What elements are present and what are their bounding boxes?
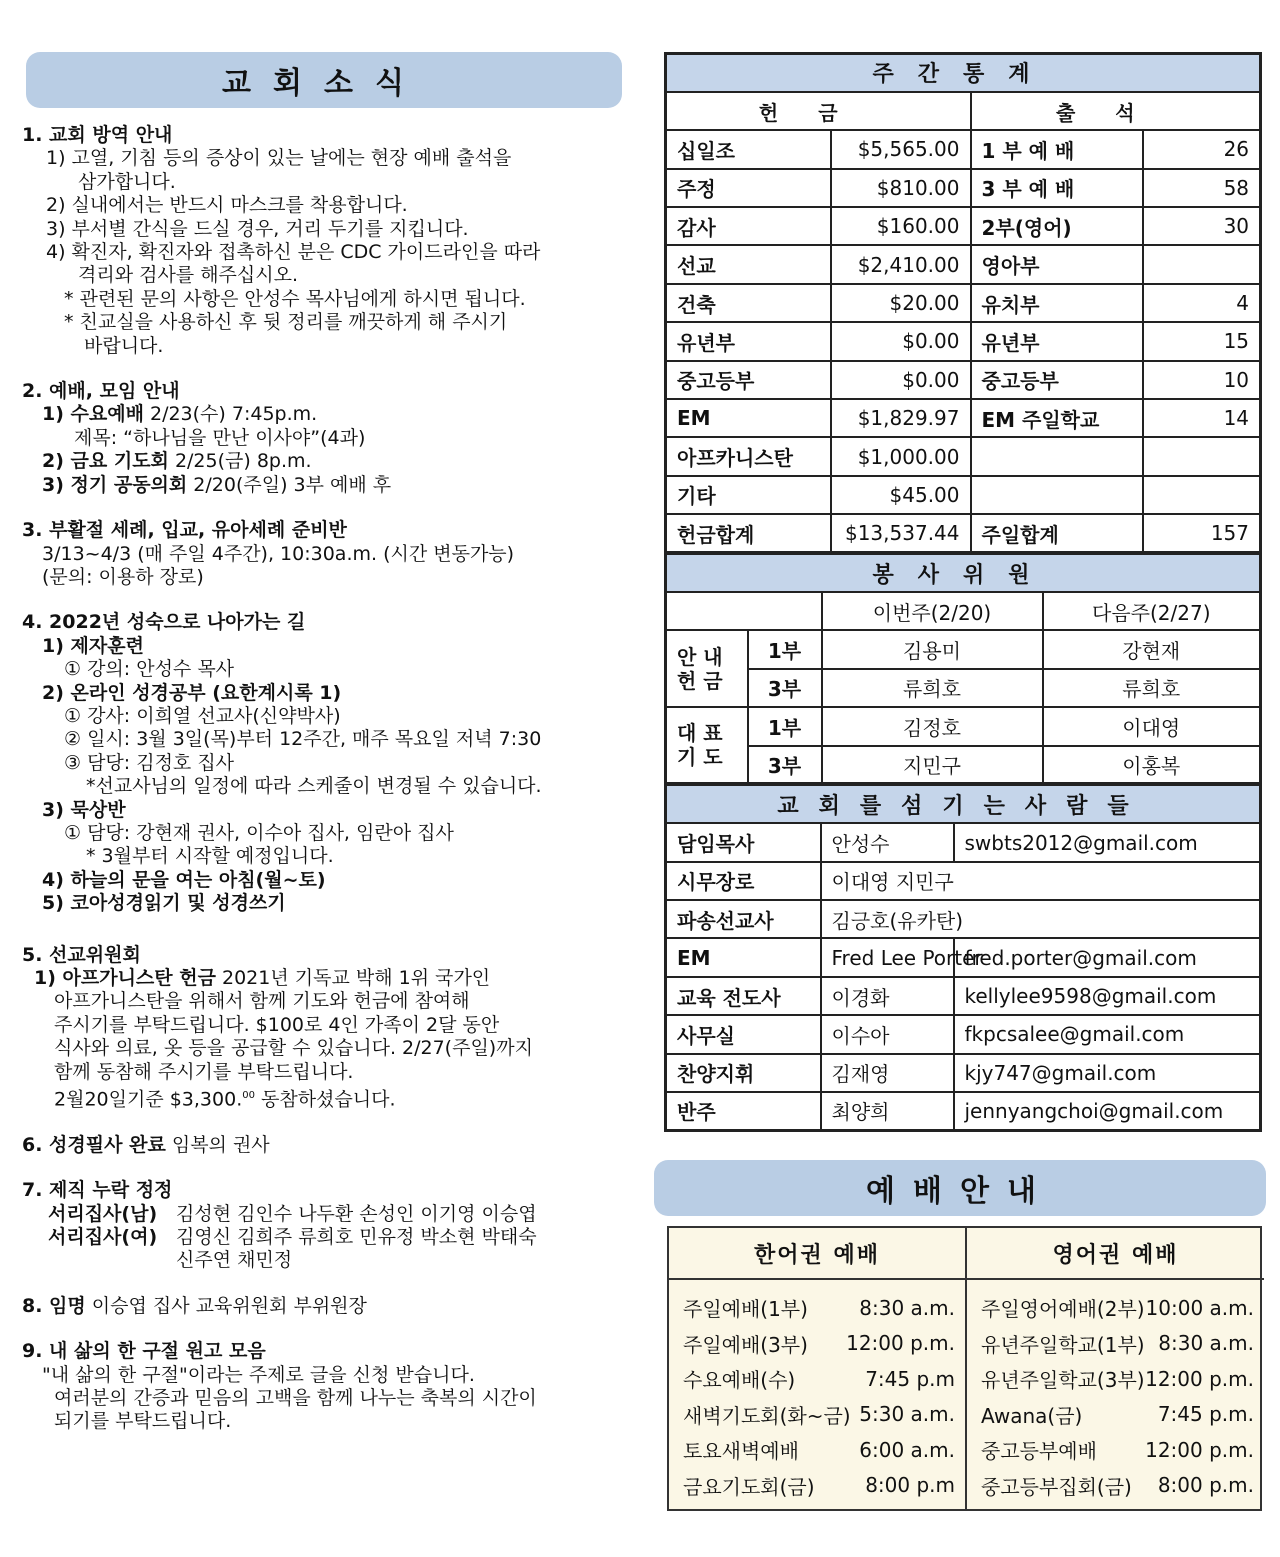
item-text: 2/20(주일) 3부 예배 후 <box>187 473 392 496</box>
service-name: 중고등부예배 <box>981 1439 1097 1464</box>
schedule-row <box>981 1397 1254 1433</box>
list-item: 여러분의 간증과 믿음의 고백을 함께 나누는 축복의 시간이 <box>54 1387 537 1410</box>
service-name: 유년주일학교(3부) <box>981 1368 1145 1393</box>
staff-name: Fred Lee Porter <box>821 938 954 976</box>
attendance-label: 1 부 예 배 <box>971 130 1143 168</box>
this-week-name: 김정호 <box>822 707 1043 745</box>
staff-role: 담임목사 <box>666 823 821 861</box>
offering-amount: $0.00 <box>831 361 971 399</box>
staff-name: 이대영 지민구 <box>821 862 1261 900</box>
attendance-total-label: 주일합계 <box>971 514 1143 552</box>
item-label: 1) 아프가니스탄 헌금 <box>34 967 216 989</box>
list-item <box>22 450 622 473</box>
offering-label: EM <box>666 399 831 437</box>
worship-schedule-table <box>667 1226 1262 1511</box>
list-item: 식사와 의료, 옷 등을 공급할 수 있습니다. 2/27(주일)까지 <box>54 1037 533 1060</box>
attendance-label <box>971 437 1143 475</box>
section-title: 1. 교회 방역 안내 <box>22 124 173 146</box>
attendance-count: 15 <box>1143 322 1261 360</box>
list-item: 2) 실내에서는 반드시 마스크를 착용합니다. <box>46 194 408 217</box>
staff-name: 안성수 <box>821 823 954 861</box>
service-time: 12:00 p.m. <box>846 1331 955 1356</box>
service-label: 1부 <box>748 707 822 745</box>
worship-guide-title: 예배안내 <box>654 1160 1266 1216</box>
item-label: 서리집사(여) <box>48 1225 158 1248</box>
statistics-panel <box>664 52 1259 1132</box>
service-label: 3부 <box>748 669 822 707</box>
list-item: ③ 담당: 김정호 집사 <box>64 751 235 774</box>
offering-label: 아프카니스탄 <box>666 437 831 475</box>
table-row <box>666 245 1261 283</box>
attendance-count <box>1143 245 1261 283</box>
table-row <box>666 746 1261 784</box>
offering-label: 십일조 <box>666 130 831 168</box>
table-row <box>666 977 1261 1015</box>
attendance-label: 3 부 예 배 <box>971 169 1143 207</box>
table-row <box>666 669 1261 707</box>
staff-email: kellylee9598@gmail.com <box>954 977 1261 1015</box>
schedule-row <box>981 1326 1254 1362</box>
list-item: ② 일시: 3월 3일(목)부터 12주간, 매주 목요일 저녁 7:30 <box>64 728 542 751</box>
next-week-name: 강현재 <box>1043 630 1261 668</box>
blank-cell <box>666 592 822 630</box>
offering-amount: $1,829.97 <box>831 399 971 437</box>
item-label: 서리집사(남) <box>48 1202 158 1225</box>
table-row <box>666 169 1261 207</box>
offering-label: 중고등부 <box>666 361 831 399</box>
service-label: 1부 <box>748 630 822 668</box>
offering-label: 주정 <box>666 169 831 207</box>
attendance-label: 2부(영어) <box>971 207 1143 245</box>
list-item: 5) 코아성경읽기 및 성경쓰기 <box>42 892 286 915</box>
staff-name: 이수아 <box>821 1015 954 1053</box>
table-row <box>666 284 1261 322</box>
attendance-count <box>1143 437 1261 475</box>
schedule-row <box>683 1432 955 1468</box>
list-item: 3/13~4/3 (매 주일 4주간), 10:30a.m. (시간 변동가능) <box>42 542 515 565</box>
service-name: 주일예배(1부) <box>683 1297 808 1322</box>
attendance-label: 유치부 <box>971 284 1143 322</box>
schedule-row <box>683 1397 955 1433</box>
list-item <box>22 1226 622 1249</box>
item-text: 2021년 기독교 박해 1위 국가인 <box>215 967 491 989</box>
service-time: 8:30 a.m. <box>1158 1331 1254 1356</box>
service-name: 수요예배(수) <box>683 1368 796 1393</box>
attendance-count: 10 <box>1143 361 1261 399</box>
schedule-row <box>981 1290 1254 1326</box>
table-row <box>666 823 1261 861</box>
offering-label: 감사 <box>666 207 831 245</box>
service-label: 3부 <box>748 746 822 784</box>
table-row <box>666 207 1261 245</box>
attendance-label: 중고등부 <box>971 361 1143 399</box>
offering-amount: $810.00 <box>831 169 971 207</box>
service-name: 새벽기도회(화~금) <box>683 1403 851 1428</box>
news-section-8 <box>22 1295 622 1318</box>
list-item: * 친교실을 사용하신 후 뒷 정리를 깨끗하게 해 주시기 <box>64 311 508 334</box>
prayer-group <box>666 707 748 784</box>
list-item: 4) 하늘의 문을 여는 아침(월~토) <box>42 868 326 891</box>
offering-header: 헌금 <box>666 92 971 130</box>
table-row <box>666 399 1261 437</box>
schedule-row <box>981 1432 1254 1468</box>
item-label: 1) 수요예배 <box>42 403 144 426</box>
staff-title: 교회를섬기는사람들 <box>666 785 1261 823</box>
attendance-label: 영아부 <box>971 245 1143 283</box>
next-week-header: 다음주(2/27) <box>1043 592 1261 630</box>
staff-role: 사무실 <box>666 1015 821 1053</box>
table-row <box>666 361 1261 399</box>
offering-label: 기타 <box>666 476 831 514</box>
this-week-name: 김용미 <box>822 630 1043 668</box>
church-news <box>22 52 622 1434</box>
list-item <box>22 403 622 426</box>
item-text: 신주연 채민정 <box>176 1249 293 1272</box>
offering-amount: $0.00 <box>831 322 971 360</box>
list-item: "내 삶의 한 구절"이라는 주제로 글을 신청 받습니다. <box>42 1363 475 1386</box>
schedule-row <box>683 1326 955 1362</box>
staff-role: 시무장로 <box>666 862 821 900</box>
list-item: 1) 제자훈련 <box>42 634 144 657</box>
list-item: 2) 온라인 성경공부 (요한계시록 1) <box>42 681 342 704</box>
list-item: 4) 확진자, 확진자와 접촉하신 분은 CDC 가이드라인을 따라 <box>46 241 541 264</box>
news-section-7 <box>22 1179 622 1273</box>
table-row-total <box>666 514 1261 552</box>
list-item: *선교사님의 일정에 따라 스케줄이 변경될 수 있습니다. <box>86 775 542 798</box>
list-item: * 3월부터 시작할 예정입니다. <box>86 845 334 868</box>
attendance-count: 4 <box>1143 284 1261 322</box>
list-item: 주시기를 부탁드립니다. $100로 4인 가족이 2달 동안 <box>54 1013 500 1036</box>
table-row <box>666 862 1261 900</box>
section-title: 5. 선교위원회 <box>22 943 141 966</box>
attendance-count: 30 <box>1143 207 1261 245</box>
list-item: 함께 동참해 주시기를 부탁드립니다. <box>54 1060 354 1083</box>
service-time: 12:00 p.m. <box>1145 1366 1254 1391</box>
section-title: 7. 제직 누락 정정 <box>22 1179 173 1202</box>
item-text: 임복의 권사 <box>165 1133 270 1156</box>
schedule-row <box>683 1468 955 1504</box>
worship-guide <box>654 1160 1266 1511</box>
news-section-2 <box>22 380 622 497</box>
staff-email: fred.porter@gmail.com <box>954 938 1261 976</box>
schedule-row <box>981 1468 1254 1504</box>
section-title: 9. 내 삶의 한 구절 원고 모음 <box>22 1340 266 1363</box>
offering-amount: $160.00 <box>831 207 971 245</box>
news-section-3 <box>22 519 622 589</box>
offering-label: 건축 <box>666 284 831 322</box>
item-text: 2/23(수) 7:45p.m. <box>143 403 318 426</box>
item-text: 김영신 김희주 류희호 민유정 박소현 박태숙 <box>176 1225 537 1248</box>
item-label: 2) 금요 기도회 <box>42 450 169 473</box>
attendance-label: EM 주일학교 <box>971 399 1143 437</box>
group-label: 기 도 <box>677 745 723 770</box>
item-text: 2/25(금) 8p.m. <box>168 450 312 473</box>
service-time: 10:00 a.m. <box>1145 1295 1254 1320</box>
item-superscript: 00 <box>242 1090 255 1102</box>
list-item: 제목: “하나님을 만난 이사야”(4과) <box>74 426 366 449</box>
next-week-name: 류희호 <box>1043 669 1261 707</box>
staff-email: fkpcsalee@gmail.com <box>954 1015 1261 1053</box>
item-text: 이승엽 집사 교육위원회 부위원장 <box>85 1294 367 1317</box>
service-name: 주일영어예배(2부) <box>981 1297 1145 1322</box>
next-week-name: 이대영 <box>1043 707 1261 745</box>
table-row <box>666 1054 1261 1092</box>
english-worship-header: 영어권 예배 <box>967 1228 1264 1280</box>
offering-total-label: 헌금합계 <box>666 514 831 552</box>
service-time: 7:45 p.m <box>865 1366 955 1391</box>
weekly-stats-table <box>664 52 1262 554</box>
staff-name: 이경화 <box>821 977 954 1015</box>
list-item: ① 강의: 안성수 목사 <box>64 658 235 681</box>
attendance-total: 157 <box>1143 514 1261 552</box>
staff-name: 김긍호(유카탄) <box>821 900 1261 938</box>
list-item: 3) 묵상반 <box>42 798 126 821</box>
service-name: 토요새벽예배 <box>683 1439 799 1464</box>
offering-amount: $5,565.00 <box>831 130 971 168</box>
schedule-row <box>683 1290 955 1326</box>
service-time: 12:00 p.m. <box>1145 1437 1254 1462</box>
table-row <box>666 322 1261 360</box>
service-time: 8:00 p.m <box>865 1473 955 1498</box>
news-section-6 <box>22 1134 622 1157</box>
item-text: 김성현 김인수 나두환 손성인 이기영 이승엽 <box>176 1202 537 1225</box>
attendance-label <box>971 476 1143 514</box>
service-time: 7:45 p.m. <box>1157 1402 1254 1427</box>
offering-total: $13,537.44 <box>831 514 971 552</box>
table-row <box>666 900 1261 938</box>
news-section-4 <box>22 611 622 915</box>
servants-table <box>664 552 1262 785</box>
staff-role: 반주 <box>666 1092 821 1130</box>
offering-amount: $45.00 <box>831 476 971 514</box>
korean-worship-header: 한어권 예배 <box>669 1228 965 1280</box>
list-item: ① 강사: 이희열 선교사(신약박사) <box>64 704 341 727</box>
english-worship-column <box>965 1228 1264 1509</box>
list-item: 바랍니다. <box>84 334 164 357</box>
staff-name: 최양희 <box>821 1092 954 1130</box>
table-row <box>666 476 1261 514</box>
news-section-9 <box>22 1340 622 1434</box>
table-row <box>666 938 1261 976</box>
section-title: 8. 임명 <box>22 1294 86 1317</box>
list-item: * 관련된 문의 사항은 안성수 목사님에게 하시면 됩니다. <box>64 287 526 310</box>
list-item: 1) 고열, 기침 등의 증상이 있는 날에는 현장 예배 출석을 <box>46 147 512 170</box>
attendance-count: 14 <box>1143 399 1261 437</box>
list-item <box>22 967 622 990</box>
attendance-count: 58 <box>1143 169 1261 207</box>
section-title: 2. 예배, 모임 안내 <box>22 380 180 403</box>
attendance-header: 출석 <box>971 92 1261 130</box>
weekly-stats-title: 주간통계 <box>666 54 1261 92</box>
attendance-count <box>1143 476 1261 514</box>
service-name: 유년주일학교(1부) <box>981 1332 1145 1357</box>
staff-role: 파송선교사 <box>666 900 821 938</box>
section-title: 3. 부활절 세례, 입교, 유아세례 준비반 <box>22 519 347 542</box>
this-week-name: 지민구 <box>822 746 1043 784</box>
table-row <box>666 707 1261 745</box>
staff-email: jennyangchoi@gmail.com <box>954 1092 1261 1130</box>
list-item: 아프가니스탄을 위해서 함께 기도와 헌금에 참여해 <box>54 990 470 1013</box>
offering-amount: $2,410.00 <box>831 245 971 283</box>
schedule-row <box>981 1361 1254 1397</box>
staff-email: kjy747@gmail.com <box>954 1054 1261 1092</box>
list-item: 격리와 검사를 해주십시오. <box>78 264 299 287</box>
section-title: 6. 성경필사 완료 <box>22 1133 166 1156</box>
list-item: 3) 부서별 간식을 드실 경우, 거리 두기를 지킵니다. <box>46 217 469 240</box>
item-label: 3) 정기 공동의회 <box>42 473 188 496</box>
service-time: 6:00 a.m. <box>859 1437 955 1462</box>
item-text: 동참하셨습니다. <box>254 1088 396 1111</box>
service-time: 8:00 p.m. <box>1157 1473 1254 1498</box>
table-row <box>666 437 1261 475</box>
staff-name: 김재영 <box>821 1054 954 1092</box>
table-row <box>666 130 1261 168</box>
group-label: 안 내 <box>677 644 723 669</box>
group-label: 헌 금 <box>677 668 723 693</box>
list-item <box>22 1249 622 1272</box>
schedule-row <box>683 1361 955 1397</box>
list-item: 되기를 부탁드립니다. <box>54 1410 232 1433</box>
staff-email: swbts2012@gmail.com <box>954 823 1261 861</box>
service-name: 중고등부집회(금) <box>981 1474 1132 1499</box>
service-name: 금요기도회(금) <box>683 1474 815 1499</box>
staff-role: 찬양지휘 <box>666 1054 821 1092</box>
this-week-name: 류희호 <box>822 669 1043 707</box>
this-week-header: 이번주(2/20) <box>822 592 1043 630</box>
offering-label: 선교 <box>666 245 831 283</box>
attendance-label: 유년부 <box>971 322 1143 360</box>
news-section-1 <box>22 124 622 358</box>
weekly-stats-rows <box>666 130 1261 552</box>
table-row <box>666 1092 1261 1130</box>
list-item: (문의: 이용하 장로) <box>42 565 204 588</box>
table-row <box>666 1015 1261 1053</box>
list-item <box>22 474 622 497</box>
service-name: Awana(금) <box>981 1403 1083 1428</box>
group-label: 대 표 <box>677 721 723 746</box>
next-week-name: 이홍복 <box>1043 746 1261 784</box>
offering-amount: $1,000.00 <box>831 437 971 475</box>
service-time: 8:30 a.m. <box>859 1295 955 1320</box>
korean-worship-column <box>669 1228 965 1509</box>
staff-table <box>664 783 1262 1132</box>
staff-role: EM <box>666 938 821 976</box>
staff-role: 교육 전도사 <box>666 977 821 1015</box>
service-time: 5:30 a.m. <box>859 1402 955 1427</box>
table-row <box>666 630 1261 668</box>
church-news-title: 교회소식 <box>26 52 622 108</box>
servants-title: 봉사위원 <box>666 554 1261 592</box>
list-item: 삼가합니다. <box>78 170 176 193</box>
news-section-5 <box>22 944 622 1112</box>
list-item: ① 담당: 강현재 권사, 이수아 집사, 임란아 집사 <box>64 821 454 844</box>
list-item <box>22 1203 622 1226</box>
usher-offering-group <box>666 630 748 707</box>
news-body <box>22 124 622 1434</box>
offering-amount: $20.00 <box>831 284 971 322</box>
offering-label: 유년부 <box>666 322 831 360</box>
list-item <box>22 1084 622 1112</box>
item-text: 2월20일기준 $3,300. <box>54 1088 243 1111</box>
section-title: 4. 2022년 성숙으로 나아가는 길 <box>22 611 306 634</box>
service-name: 주일예배(3부) <box>683 1332 808 1357</box>
attendance-count: 26 <box>1143 130 1261 168</box>
